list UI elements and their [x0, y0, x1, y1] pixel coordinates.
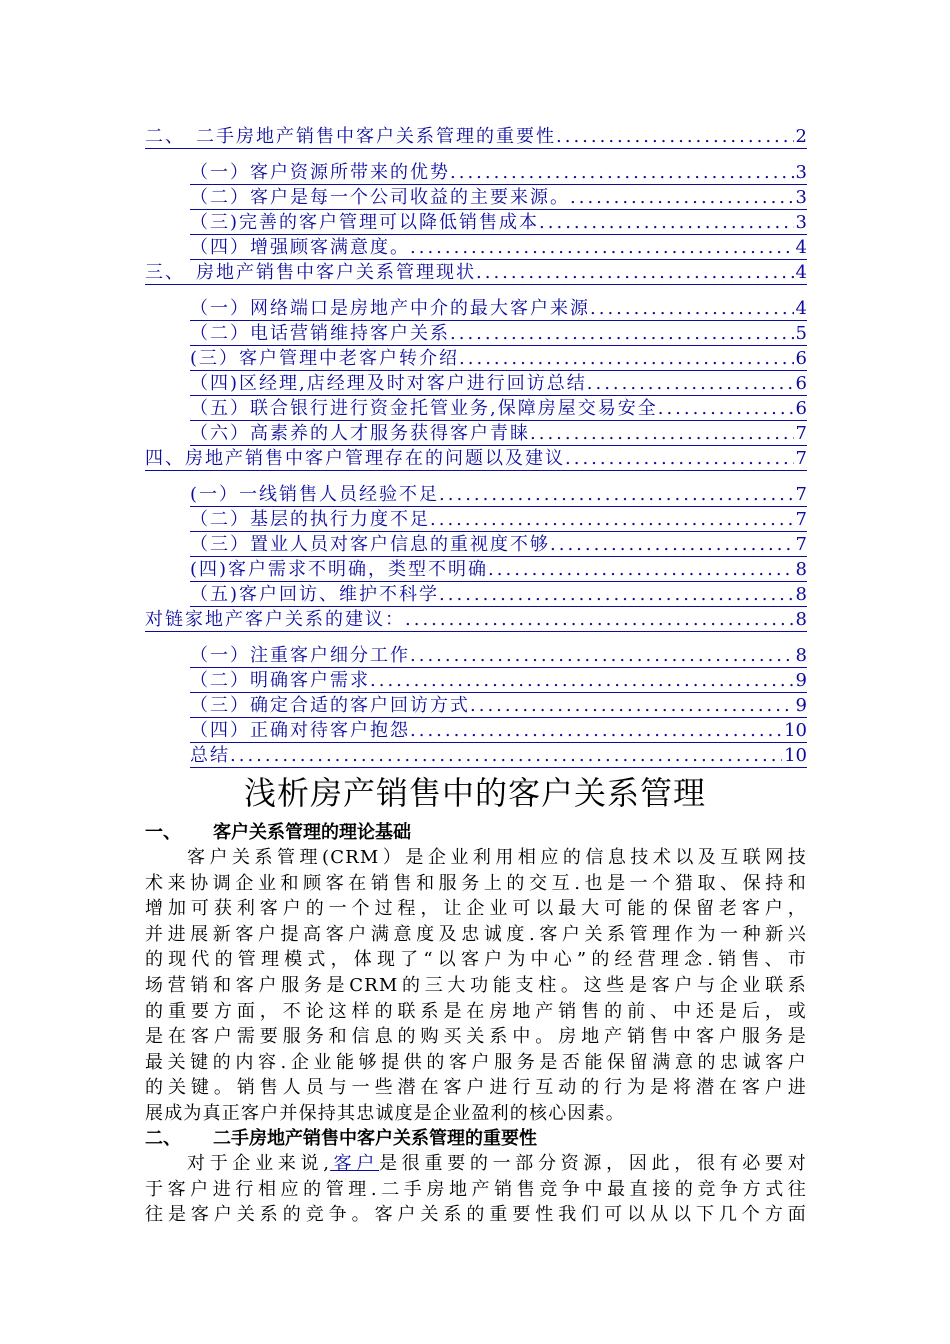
paragraph-line: 增加可获利客户的一个过程，让企业可以最大可能的保留老客户，	[145, 898, 807, 920]
toc-dot-leader	[556, 126, 794, 148]
toc-entry[interactable]	[145, 260, 807, 285]
section-number: 一、	[145, 822, 181, 843]
toc-dot-leader	[370, 670, 794, 692]
toc-entry-label: （一）客户资源所带来的优势	[190, 162, 450, 183]
toc-dot-leader	[439, 484, 794, 506]
toc-page-number: 7	[795, 534, 807, 555]
toc-entry[interactable]	[190, 371, 807, 396]
toc-entry[interactable]	[190, 668, 807, 693]
toc-page-number: 6	[795, 348, 807, 369]
toc-entry-label: (一）一线销售人员经验不足	[190, 484, 440, 505]
paragraph-text: 对于企业来说,	[187, 1153, 331, 1174]
toc-page-number: 6	[795, 398, 807, 419]
toc-entry-label: （四）增强顾客满意度。	[190, 237, 410, 258]
toc-dot-leader	[587, 373, 794, 395]
toc-entry-label: 二、 二手房地产销售中客户关系管理的重要性	[145, 126, 556, 147]
toc-entry-label: （一）注重客户细分工作	[190, 645, 410, 666]
paragraph-line: 最关键的内容.企业能够提供的客户服务是否能保留满意的忠诚客户	[145, 1051, 807, 1073]
toc-page-number: 7	[795, 484, 807, 505]
toc-page-number: 7	[795, 509, 807, 530]
toc-dot-leader	[230, 745, 782, 767]
toc-dot-leader	[539, 212, 794, 234]
toc-page-number: 8	[795, 609, 807, 630]
section-number: 二、	[145, 1128, 181, 1149]
toc-entry[interactable]	[145, 446, 807, 471]
paragraph-line: 的关键。销售人员与一些潜在客户进行互动的行为是将潜在客户进	[145, 1077, 807, 1099]
toc-page-number: 9	[795, 670, 807, 691]
toc-page-number: 7	[795, 448, 807, 469]
section-heading-2	[145, 1127, 537, 1151]
toc-entry[interactable]	[190, 346, 807, 371]
toc-entry-label: （四）正确对待客户抱怨	[190, 720, 410, 741]
toc-entry[interactable]	[190, 557, 807, 582]
toc-page-number: 9	[795, 695, 807, 716]
customer-link[interactable]: 客户	[330, 1153, 380, 1174]
paragraph-line: 于客户进行相应的管理.二手房地产销售竞争中最直接的竞争方式往	[145, 1178, 807, 1200]
toc-entry[interactable]	[190, 210, 807, 235]
paragraph-line: 展成为真正客户并保持其忠诚度是企业盈利的核心因素。	[145, 1102, 625, 1124]
toc-page-number: 5	[795, 323, 807, 344]
toc-entry-label: （五）联合银行进行资金托管业务,保障房屋交易安全	[190, 398, 658, 419]
toc-page-number: 10	[784, 745, 807, 766]
section-title: 二手房地产销售中客户关系管理的重要性	[213, 1128, 537, 1149]
paragraph-line: 的现代的管理模式，体现了“以客户为中心”的经营理念.销售、市	[145, 949, 807, 971]
paragraph-text: 是很重要的一部分资源，因此，很有必要对	[379, 1153, 807, 1174]
toc-entry[interactable]	[190, 321, 807, 346]
toc-entry[interactable]	[190, 718, 807, 743]
section-2-paragraph	[145, 1151, 807, 1228]
paragraph-line: 客户关系管理(CRM）是企业利用相应的信息技术以及互联网技	[187, 847, 807, 868]
paragraph-line: 的重要方面，不论这样的联系是在房地产销售的前、中还是后，或	[145, 1000, 807, 1022]
toc-entry-label: （一）网络端口是房地产中介的最大客户来源	[190, 298, 590, 319]
toc-entry[interactable]	[190, 582, 807, 607]
toc-entry-label: 三、 房地产销售中客户关系管理现状	[145, 262, 476, 283]
toc-entry-label: 总结	[190, 745, 230, 766]
toc-page-number: 3	[795, 162, 807, 183]
toc-page-number: 4	[795, 298, 807, 319]
toc-page-number: 8	[795, 645, 807, 666]
toc-page-number: 8	[795, 559, 807, 580]
toc-entry-label: (三）客户管理中老客户转介绍	[190, 348, 460, 369]
toc-entry-label: (四)客户需求不明确，类型不明确	[190, 559, 489, 580]
toc-dot-leader	[470, 695, 794, 717]
toc-entry-label: （四)区经理,店经理及时对客户进行回访总结	[190, 373, 587, 394]
toc-dot-leader	[430, 509, 794, 531]
paragraph-line: 是在客户需要服务和信息的购买关系中。房地产销售中客户服务是	[145, 1026, 807, 1048]
toc-dot-leader	[450, 323, 794, 345]
toc-entry[interactable]	[145, 607, 807, 632]
toc-dot-leader	[450, 162, 794, 184]
toc-page-number: 4	[795, 237, 807, 258]
toc-dot-leader	[565, 448, 794, 470]
paragraph-line: 往是客户关系的竞争。客户关系的重要性我们可以从以下几个方面	[145, 1204, 807, 1226]
toc-entry-label: （二）基层的执行力度不足	[190, 509, 430, 530]
toc-dot-leader	[459, 348, 794, 370]
toc-entry[interactable]	[190, 296, 807, 321]
section-1-paragraph	[145, 845, 807, 1127]
document-title: 浅析房产销售中的客户关系管理	[243, 774, 706, 812]
toc-dot-leader	[410, 720, 782, 742]
paragraph-line: 场营销和客户服务是CRM的三大功能支柱。这些是客户与企业联系	[145, 974, 807, 996]
toc-entry[interactable]	[190, 396, 807, 421]
toc-dot-leader	[488, 559, 794, 581]
toc-entry[interactable]	[190, 235, 807, 260]
toc-entry[interactable]	[190, 743, 807, 768]
toc-entry-label: （三）确定合适的客户回访方式	[190, 695, 470, 716]
toc-entry-label: （五)客户回访、维护不科学	[190, 584, 440, 605]
toc-entry-label: 对链家地产客户关系的建议：	[145, 609, 405, 630]
section-title: 客户关系管理的理论基础	[213, 822, 411, 843]
toc-entry[interactable]	[190, 643, 807, 668]
toc-dot-leader	[550, 534, 794, 556]
toc-dot-leader	[658, 398, 794, 420]
toc-dot-leader	[570, 187, 794, 209]
paragraph-line	[145, 1151, 807, 1177]
toc-entry-label: （六）高素养的人才服务获得客户青睐	[190, 423, 530, 444]
toc-dot-leader	[476, 262, 794, 284]
toc-entry-label: 四、房地产销售中客户管理存在的问题以及建议	[145, 448, 565, 469]
toc-entry[interactable]	[190, 532, 807, 557]
paragraph-line: 术来协调企业和顾客在销售和服务上的交互.也是一个猎取、保持和	[145, 872, 807, 894]
toc-entry-label: （三）置业人员对客户信息的重视度不够	[190, 534, 550, 555]
paragraph-line: 并进展新客户提高客户满意度及忠诚度.客户关系管理作为一种新兴	[145, 923, 807, 945]
toc-page-number: 3	[795, 187, 807, 208]
toc-page-number: 7	[795, 423, 807, 444]
toc-entry-label: （二）明确客户需求	[190, 670, 370, 691]
toc-dot-leader	[410, 645, 794, 667]
toc-page-number: 4	[795, 262, 807, 283]
toc-dot-leader	[530, 423, 794, 445]
toc-dot-leader	[439, 584, 794, 606]
toc-entry[interactable]	[190, 507, 807, 532]
section-heading-1	[145, 821, 411, 845]
toc-entry[interactable]	[190, 160, 807, 185]
toc-entry[interactable]	[190, 482, 807, 507]
toc-dot-leader	[590, 298, 794, 320]
toc-dot-leader	[405, 609, 794, 631]
toc-entry[interactable]	[190, 693, 807, 718]
toc-page-number: 2	[795, 126, 807, 147]
toc-entry[interactable]	[145, 124, 807, 149]
toc-page-number: 6	[795, 373, 807, 394]
toc-entry[interactable]	[190, 185, 807, 210]
toc-entry-label: （三)完善的客户管理可以降低销售成本	[190, 212, 540, 233]
toc-dot-leader	[410, 237, 794, 259]
toc-page-number: 10	[784, 720, 807, 741]
toc-page-number: 8	[795, 584, 807, 605]
toc-entry-label: （二）电话营销维持客户关系	[190, 323, 450, 344]
toc-page-number: 3	[795, 212, 807, 233]
toc-entry-label: （二）客户是每一个公司收益的主要来源。	[190, 187, 570, 208]
toc-entry[interactable]	[190, 421, 807, 446]
